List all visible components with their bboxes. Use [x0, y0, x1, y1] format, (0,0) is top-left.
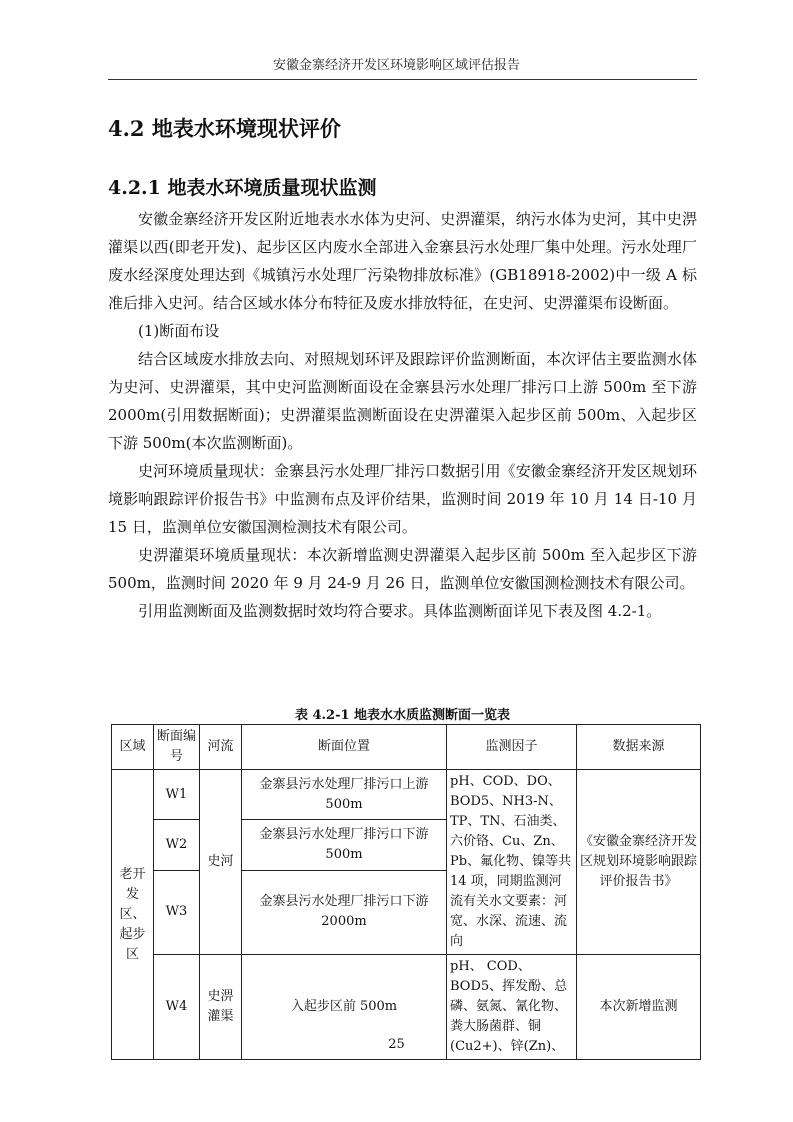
location-cell: 入起步区前 500m: [242, 955, 447, 1060]
paragraph-intro: 安徽金寨经济开发区附近地表水水体为史河、史淠灌渠，纳污水体为史河，其中史淠灌渠以西(即老开发)、起步区区内废水全部进入金寨县污水处理厂集中处理。污水处理厂废水经深度处理达到《城镇污水处理厂污染物排放标准》(GB18918-2002)中一级 A 标准后排入史河。结合区域水体分布特征及废水排放特征，在史河、史淠灌渠布设断面。: [108, 210, 697, 312]
subsection-heading: 4.2.1 地表水环境质量现状监测: [108, 177, 377, 199]
section-id-cell: W2: [154, 820, 200, 870]
table-header-row: [112, 725, 701, 770]
paragraph-validity: 引用监测断面及监测数据时效均符合要求。具体监测断面详见下表及图 4.2-1。: [138, 602, 662, 620]
location-cell: 金寨县污水处理厂排污口下游 2000m: [242, 870, 447, 954]
paragraph-canal-quality: 史淠灌渠环境质量现状：本次新增监测史淠灌渠入起步区前 500m 至入起步区下游 500m，监测时间 2020 年 9 月 24-9 月 26 日，监测单位安徽国测检测技术有限公司。: [108, 546, 697, 592]
header-location: 断面位置: [242, 725, 447, 770]
header-river: 河流: [200, 725, 242, 770]
table-caption: 表 4.2-1 地表水水质监测断面一览表: [294, 708, 511, 723]
factors-cell: pH、 COD、BOD5、挥发酚、总磷、氨氮、氰化物、粪大肠菌群、铜(Cu2+)、锌(Zn)、: [447, 955, 577, 1060]
river-cell: 史河: [200, 770, 242, 955]
section-id-cell: W1: [154, 770, 200, 820]
source-cell: 本次新增监测: [577, 955, 701, 1060]
paragraph-section-label: (1)断面布设: [138, 322, 220, 340]
source-cell: 《安徽金寨经济开发区规划环境影响跟踪评价报告书》: [577, 770, 701, 955]
region-cell: 老开发区、起步区: [112, 770, 154, 1060]
paragraph-section-layout: 结合区域废水排放去向、对照规划环评及跟踪评价监测断面，本次评估主要监测水体为史河、史淠灌渠，其中史河监测断面设在金寨县污水处理厂排污口上游 500m 至下游 2000m(引用数据断面)；史淠灌渠监测断面设在史淠灌渠入起步区前 500m、入起步区下游 500m(本次监测断面)。: [108, 350, 697, 452]
monitoring-table: [111, 724, 701, 1060]
factors-cell: pH、COD、DO、BOD5、NH3-N、TP、TN、石油类、六价铬、Cu、Zn、Pb、氟化物、镍等共 14 项，同期监测河流有关水文要素：河宽、水深、流速、流向: [447, 770, 577, 955]
page-header: 安徽金寨经济开发区环境影响区域评估报告: [272, 58, 520, 73]
body-text: [108, 205, 697, 625]
header-region: 区域: [112, 725, 154, 770]
paragraph-shihe-quality: 史河环境质量现状：金寨县污水处理厂排污口数据引用《安徽金寨经济开发区规划环境影响跟踪评价报告书》中监测布点及评价结果，监测时间 2019 年 10 月 14 日-10 月 15 日，监测单位安徽国测检测技术有限公司。: [108, 462, 697, 536]
river-cell: 史淠灌渠: [200, 955, 242, 1060]
section-id-cell: W3: [154, 870, 200, 954]
page-number: 25: [388, 1037, 405, 1052]
section-heading: 4.2 地表水环境现状评价: [108, 116, 341, 141]
location-cell: 金寨县污水处理厂排污口上游 500m: [242, 770, 447, 820]
section-id-cell: W4: [154, 955, 200, 1060]
header-factors: 监测因子: [447, 725, 577, 770]
header-rule: [108, 79, 697, 80]
location-cell: 金寨县污水处理厂排污口下游 500m: [242, 820, 447, 870]
header-source: 数据来源: [577, 725, 701, 770]
header-section-id: 断面编号: [154, 725, 200, 770]
table-row: [112, 770, 701, 820]
